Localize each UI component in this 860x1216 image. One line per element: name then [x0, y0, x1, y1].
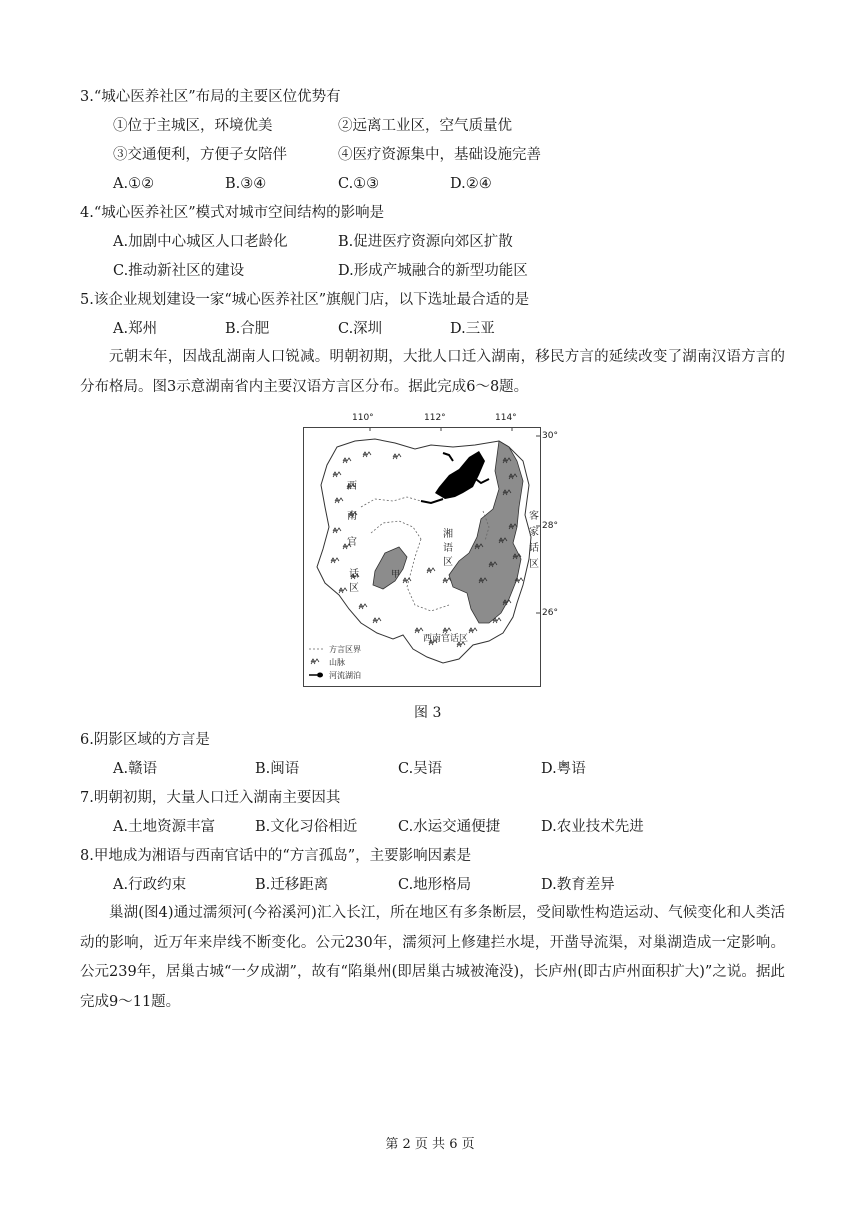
q4-option-b: B.促进医疗资源向郊区扩散 — [338, 234, 513, 250]
q8-option-c: C.地形格局 — [398, 877, 472, 893]
q7-option-a: A.土地资源丰富 — [113, 819, 216, 835]
q5-stem: 5.该企业规划建设一家“城心医养社区”旗舰门店，以下选址最合适的是 — [80, 292, 530, 308]
q3-stem: 3.“城心医养社区”布局的主要区位优势有 — [80, 89, 341, 105]
passage-chaohu: 巢湖(图4)通过濡须河(今裕溪河)汇入长江，所在地区有多条断层，受间歇性构造运动、气候变化和人类活动的影响，近万年来岸线不断变化。公元230年，濡须河上修建拦水堤，开凿导流渠，对巢湖造成一定影响。公元239年，居巢古城“一夕成湖”，故有“陷巢州(即居巢古城被淹没)，长庐州(即古庐州面积扩大)”之说。据此完成9～11题。 — [80, 905, 785, 1010]
q6-option-a: A.赣语 — [113, 761, 158, 777]
q3-item-1: ①位于主城区，环境优美 — [113, 118, 273, 134]
lat-26-label: 26° — [542, 608, 558, 618]
q4-option-a: A.加剧中心城区人口老龄化 — [113, 234, 288, 250]
passage-hunan-dialects: 元朝末年，因战乱湖南人口锐减。明朝初期，大批人口迁入湖南，移民方言的延续改变了湖南汉语方言的分布格局。图3示意湖南省内主要汉语方言区分布。据此完成6～8题。 — [80, 349, 785, 395]
q5-option-c: C.深圳 — [338, 321, 383, 337]
xinan-char-1: 西 — [347, 481, 357, 492]
q3-item-3: ③交通便利，方便子女陪伴 — [113, 147, 287, 163]
xiang-char-3: 区 — [443, 557, 453, 568]
xinan-char-3: 官 — [347, 537, 357, 548]
q3-item-2: ②远离工业区，空气质量优 — [338, 118, 512, 134]
xiang-char-2: 语 — [443, 543, 453, 554]
q3-option-c: C.①③ — [338, 176, 380, 192]
legend-boundary: 方言区界 — [329, 645, 361, 654]
lon-114-label: 114° — [495, 413, 517, 423]
xinan-char-5: 区 — [349, 583, 359, 594]
q8-option-b: B.迁移距离 — [255, 877, 329, 893]
q4-option-d: D.形成产城融合的新型功能区 — [338, 263, 528, 279]
page-footer: 第 2 页 共 6 页 — [385, 1137, 475, 1152]
q7-option-c: C.水运交通便捷 — [398, 819, 501, 835]
hunan-dialect-map — [303, 427, 541, 687]
xiang-char-1: 湘 — [443, 529, 453, 540]
q7-stem: 7.明朝初期，大量人口迁入湖南主要因其 — [80, 790, 341, 806]
xinan-char-4: 话 — [349, 569, 359, 580]
q3-item-4: ④医疗资源集中，基础设施完善 — [338, 147, 541, 163]
q8-stem: 8.甲地成为湘语与西南官话中的“方言孤岛”，主要影响因素是 — [80, 848, 472, 864]
q3-option-b: B.③④ — [225, 176, 267, 192]
q8-option-a: A.行政约束 — [113, 877, 187, 893]
hakka-char-2: 家 — [529, 527, 539, 538]
q5-option-d: D.三亚 — [450, 321, 495, 337]
lat-30-label: 30° — [542, 431, 558, 441]
hakka-char-4: 区 — [529, 559, 539, 570]
legend-mountain: 山脉 — [329, 658, 345, 667]
figure-caption: 图 3 — [414, 705, 442, 721]
hakka-char-3: 话 — [529, 543, 539, 554]
q7-option-d: D.农业技术先进 — [541, 819, 644, 835]
lon-110-label: 110° — [352, 413, 374, 423]
q3-option-a: A.①② — [113, 176, 155, 192]
hakka-char-1: 客 — [529, 511, 539, 522]
lat-28-label: 28° — [542, 521, 558, 531]
lon-112-label: 112° — [424, 413, 446, 423]
jia-label: 甲 — [391, 570, 401, 580]
q6-stem: 6.阴影区域的方言是 — [80, 732, 210, 748]
q5-option-b: B.合肥 — [225, 321, 270, 337]
q7-option-b: B.文化习俗相近 — [255, 819, 358, 835]
q4-stem: 4.“城心医养社区”模式对城市空间结构的影响是 — [80, 205, 385, 221]
q5-option-a: A.郑州 — [113, 321, 158, 337]
q6-option-b: B.闽语 — [255, 761, 300, 777]
q6-option-c: C.吴语 — [398, 761, 443, 777]
q6-option-d: D.粤语 — [541, 761, 586, 777]
xinan-char-2: 南 — [347, 511, 357, 522]
legend-water: 河流湖泊 — [329, 671, 361, 680]
q8-option-d: D.教育差异 — [541, 877, 615, 893]
xinan-south-label: 西南官话区 — [423, 634, 469, 644]
q4-option-c: C.推动新社区的建设 — [113, 263, 245, 279]
q3-option-d: D.②④ — [450, 176, 492, 192]
